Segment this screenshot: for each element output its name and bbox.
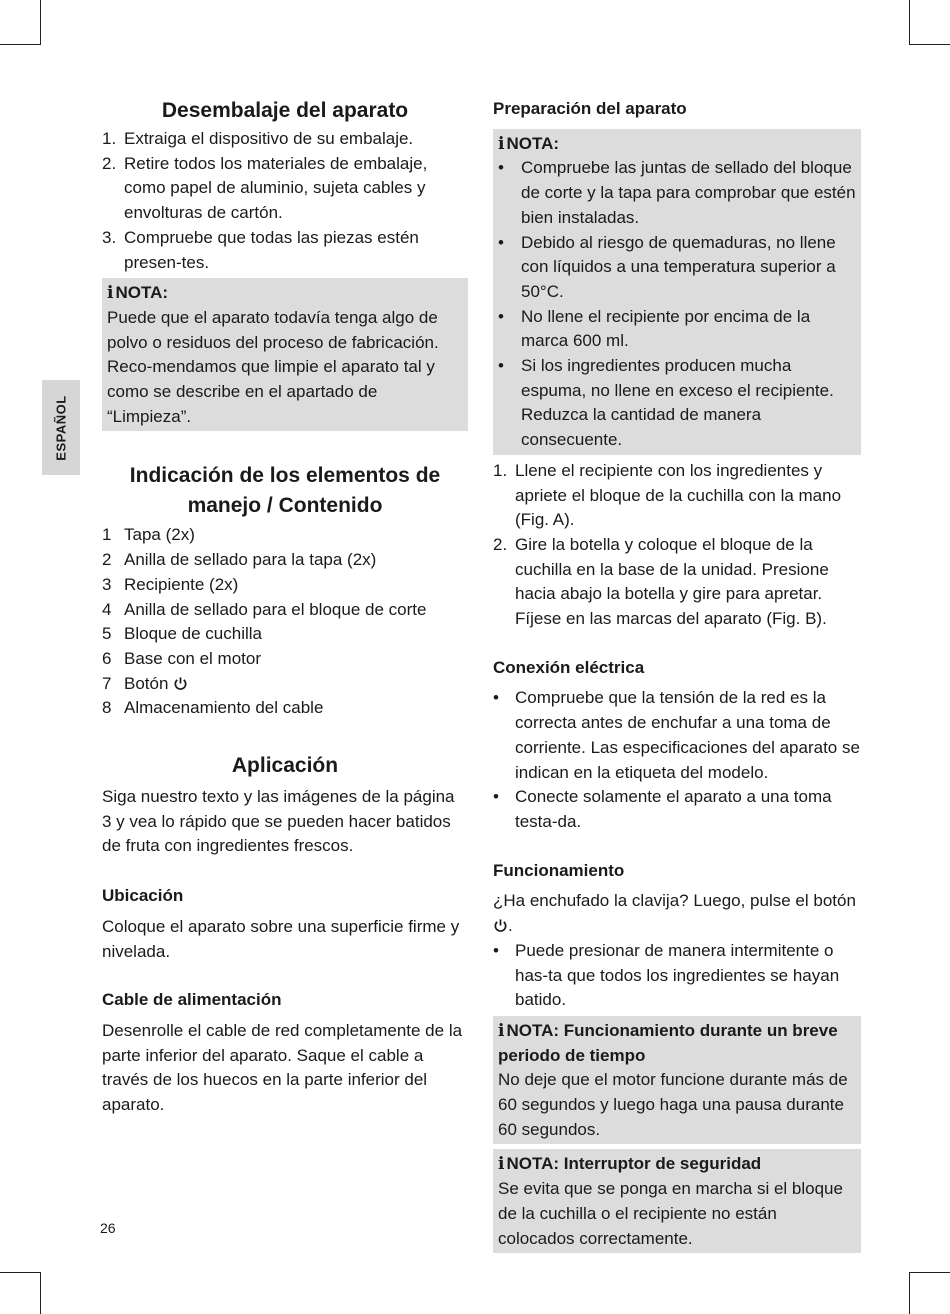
application-text: Siga nuestro texto y las imágenes de la página 3 y vea lo rápido que se pueden hacer batidos de fruta con ingredientes frescos. — [102, 787, 455, 856]
crop-mark — [910, 44, 950, 45]
list-item: 1 Tapa (2x) — [102, 525, 195, 545]
application-title: Aplicación — [231, 754, 339, 778]
unpacking-section — [102, 96, 468, 431]
list-item: • Conecte solamente el aparato a una toma testa-da. — [493, 787, 832, 831]
list-item: 4 Anilla de sellado para el bloque de corte — [102, 599, 427, 619]
note-title: NOTA: Interruptor de seguridad — [506, 1154, 762, 1174]
note-title: NOTA: — [115, 283, 169, 303]
list-item: 7 Botón — [102, 672, 468, 697]
unpacking-title: Desembalaje del aparato — [161, 99, 409, 122]
operation-title: Funcionamiento — [493, 860, 625, 880]
list-item: • Debido al riesgo de quemaduras, no llene con líquidos a una temperatura superior a 50°C. — [498, 232, 836, 301]
crop-mark — [0, 44, 40, 45]
electric-bullets — [493, 686, 861, 834]
crop-mark — [909, 1272, 910, 1314]
info-icon: i — [498, 133, 505, 154]
list-item: • Compruebe las juntas de sellado del bloque de corte y la tapa para comprobar que estén bien instaladas. — [498, 158, 856, 227]
cable-text: Desenrolle el cable de red completamente de la parte inferior del aparato. Saque el cable a través de los huecos en la parte inferior del aparato. — [102, 1020, 463, 1115]
power-icon — [173, 676, 188, 691]
note-box — [102, 278, 468, 431]
parts-list — [102, 523, 468, 721]
operation-intro: ¿Ha enchufado la clavija? Luego, pulse el botón . — [493, 891, 856, 936]
list-item: 5 Bloque de cuchilla — [102, 624, 262, 644]
list-item: 2. Retire todos los materiales de embalaje, como papel de aluminio, sujeta cables y envolturas de cartón. — [102, 153, 428, 223]
application-section — [102, 751, 468, 859]
list-item: 6 Base con el motor — [102, 648, 262, 668]
note-box — [493, 129, 861, 455]
list-item: 3 Recipiente (2x) — [102, 574, 239, 594]
location-text: Coloque el aparato sobre una superficie firme y nivelada. — [102, 916, 460, 961]
crop-mark — [40, 1272, 41, 1314]
info-icon: i — [107, 283, 114, 304]
location-title: Ubicación — [102, 886, 184, 906]
preparation-steps — [493, 459, 861, 632]
operation-section — [493, 859, 861, 1254]
right-column — [493, 92, 861, 1253]
list-item: 1. Extraiga el dispositivo de su embalaje. — [102, 129, 414, 148]
operation-bullets — [493, 939, 861, 1013]
note-text: Puede que el aparato todavía tenga algo de polvo o residuos del proceso de fabricación. Reco-mendamos que limpie el aparato tal y como se describe en el apartado de “Limpieza”. — [107, 307, 439, 426]
list-item: • Puede presionar de manera intermitente o has-ta que todos los ingredientes se hayan batido. — [493, 940, 840, 1010]
note-title: NOTA: Funcionamiento durante un breve periodo de tiempo — [498, 1020, 838, 1065]
power-icon — [493, 918, 508, 933]
preparation-section — [493, 97, 861, 632]
parts-section — [102, 461, 468, 721]
parts-title: Indicación de los elementos de manejo / Contenido — [129, 464, 441, 518]
list-item: 3. Compruebe que todas las piezas estén presen-tes. — [102, 227, 419, 272]
info-icon: i — [498, 1154, 505, 1175]
note-bullets — [498, 156, 856, 452]
list-item: • Si los ingredientes producen mucha espuma, no llene en exceso el recipiente. Reduzca la cantidad de manera consecuente. — [498, 356, 834, 450]
note-title: NOTA: — [506, 133, 560, 153]
list-item: 2. Gire la botella y coloque el bloque de la cuchilla en la base de la unidad. Presione hacia abajo la botella y gire para apretar. Fíjese en las marcas del aparato (Fig. B). — [493, 534, 829, 629]
electric-section — [493, 656, 861, 835]
language-tab — [42, 380, 80, 475]
crop-mark — [909, 0, 910, 45]
note-box — [493, 1016, 861, 1145]
language-tab-label: ESPAÑOL — [53, 394, 69, 461]
page-number: 26 — [100, 1220, 116, 1236]
preparation-title: Preparación del aparato — [493, 99, 687, 118]
list-item: • Compruebe que la tensión de la red es la correcta antes de enchufar a una toma de corriente. Las especificaciones del aparato se indican en la etiqueta del modelo. — [493, 688, 860, 782]
note-text: No deje que el motor funcione durante más de 60 segundos y luego haga una pausa durante 60 segundos. — [498, 1070, 848, 1139]
unpacking-steps — [102, 127, 468, 275]
crop-mark — [40, 0, 41, 45]
list-item: 1. Llene el recipiente con los ingredientes y apriete el bloque de la cuchilla con la mano (Fig. A). — [493, 460, 842, 530]
left-column — [102, 92, 468, 1118]
crop-mark — [0, 1272, 40, 1273]
cable-title: Cable de alimentación — [102, 990, 282, 1010]
electric-title: Conexión eléctrica — [493, 657, 645, 677]
crop-mark — [910, 1272, 950, 1273]
list-item: 2 Anilla de sellado para la tapa (2x) — [102, 550, 377, 570]
list-item: • No llene el recipiente por encima de la marca 600 ml. — [498, 306, 811, 351]
list-item: 8 Almacenamiento del cable — [102, 698, 324, 718]
location-section — [102, 884, 468, 964]
note-text: Se evita que se ponga en marcha si el bloque de la cuchilla o el recipiente no están colocados correctamente. — [498, 1179, 843, 1248]
note-box — [493, 1149, 861, 1253]
info-icon: i — [498, 1020, 505, 1041]
cable-section — [102, 988, 468, 1118]
